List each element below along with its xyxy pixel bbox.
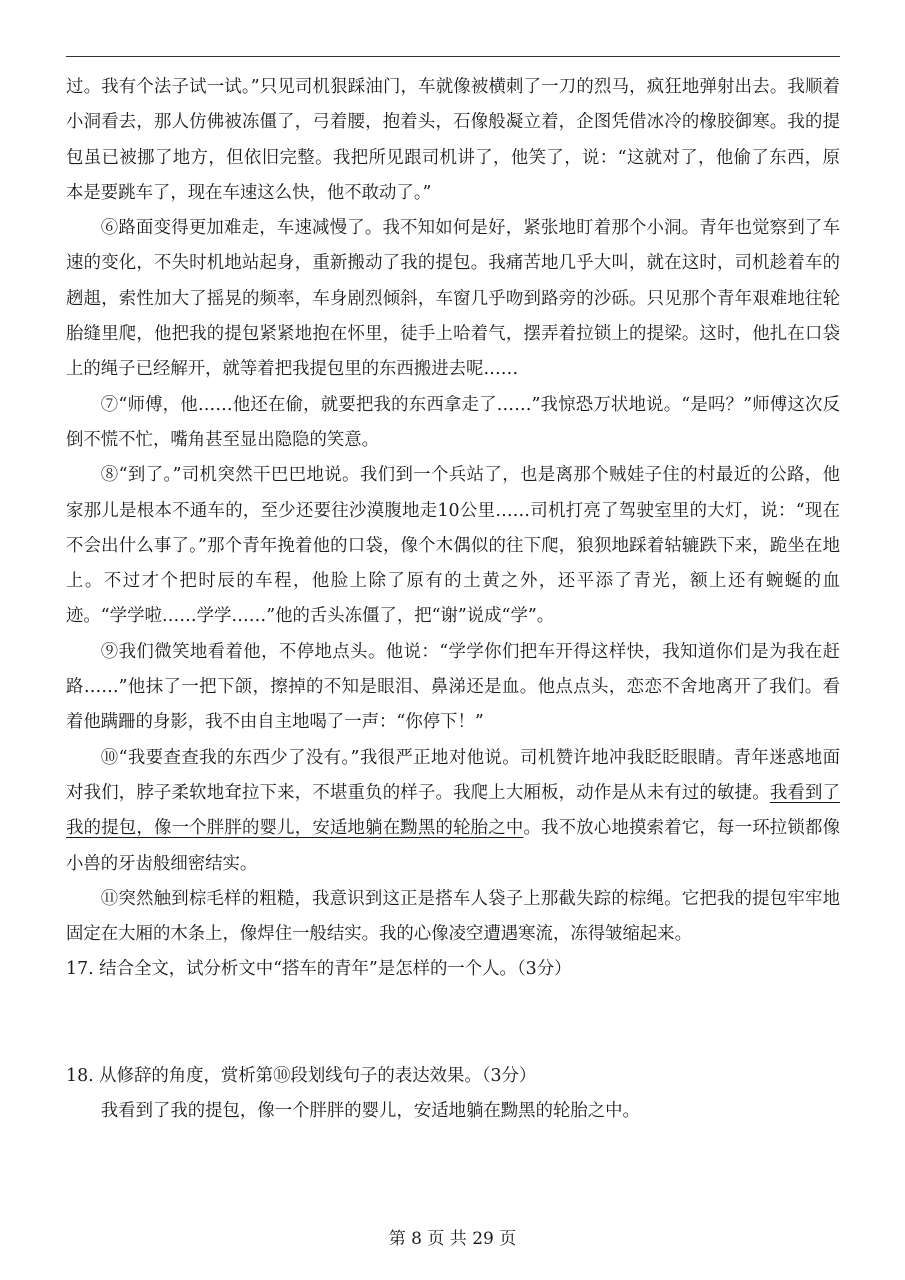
question-17: 17. 结合全文，试分析文中“搭车的青年”是怎样的一个人。（3分）: [66, 959, 572, 980]
paragraph-continuation: 过。我有个法子试一试。”只见司机狠踩油门，车就像被横刺了一刀的烈马，疯狂地弹射出去。我顺着小洞看去，那人仿佛被冻僵了，弓着腰，抱着头，石像般凝立着，企图凭借冰冷的橡胶御寒。我的提包虽已被挪了地方，但依旧完整。我把所见跟司机讲了，他笑了，说：“这就对了，他偷了东西，原本是要跳车了，现在车速这么快，他不敢动了。”: [66, 77, 840, 203]
paragraph-7: ⑦“师傅，他……他还在偷，就要把我的东西拿走了……”我惊恐万状地说。“是吗？”师傅这次反倒不慌不忙，嘴角甚至显出隐隐的笑意。: [66, 394, 840, 450]
answer-space-17: [66, 988, 840, 1059]
paragraph-10: [66, 741, 840, 882]
paragraph-8: ⑧“到了。”司机突然干巴巴地说。我们到一个兵站了，也是离那个贼娃子住的村最近的公路，他家那儿是根本不通车的，至少还要往沙漠腹地走10公里……司机打亮了驾驶室里的大灯，说：“现在不会出什么事了。”那个青年挽着他的口袋，像个木偶似的往下爬，狼狈地踩着轱辘跌下来，跪坐在地上。不过才个把时辰的车程，他脸上除了原有的土黄之外，还平添了青光，额上还有蜿蜒的血迹。“学学啦……学学……”他的舌头冻僵了，把“谢”说成“学”。: [66, 465, 840, 627]
document-body: [66, 70, 840, 1129]
paragraph-6: ⑥路面变得更加难走，车速减慢了。我不知如何是好，紧张地盯着那个小洞。青年也觉察到了车速的变化，不失时机地站起身，重新搬动了我的提包。我痛苦地几乎大叫，就在这时，司机趁着车的趔趄，索性加大了摇晃的频率，车身剧烈倾斜，车窗几乎吻到路旁的沙砾。只见那个青年艰难地往轮胎缝里爬，他把我的提包紧紧地抱在怀里，徒手上哈着气，摆弄着拉锁上的提梁。这时，他扎在口袋上的绳子已经解开，就等着把我提包里的东西搬进去呢……: [66, 218, 840, 380]
page-footer: 第 8 页 共 29 页: [388, 1229, 517, 1249]
paragraph-11: ⑪突然触到棕毛样的粗糙，我意识到这正是搭车人袋子上那截失踪的棕绳。它把我的提包牢牢地固定在大厢的木条上，像焊住一般结实。我的心像凌空遭遇寒流，冻得皱缩起来。: [66, 888, 840, 945]
header-rule: [66, 56, 840, 57]
underlined-sentence: 我看到了我的提包，像一个胖胖的婴儿，安适地躺在黝黑的轮胎之中: [66, 782, 840, 839]
question-18: 18. 从修辞的角度，赏析第⑩段划线句子的表达效果。（3分）: [66, 1065, 537, 1086]
paragraph-10-end: 。我不放心地摸索着它，每一环拉锁都像小兽的牙齿般细密结实。: [66, 818, 840, 874]
paragraph-10-start: ⑩“我要查查我的东西少了没有。”我很严正地对他说。司机赞许地冲我眨眨眼睛。青年迷惑地面对我们，脖子柔软地耷拉下来，不堪重负的样子。我爬上大厢板，动作是从未有过的敏捷。: [66, 747, 840, 803]
paragraph-9: ⑨我们微笑地看着他，不停地点头。他说：“学学你们把车开得这样快，我知道你们是为我在赶路……”他抹了一把下颌，擦掉的不知是眼泪、鼻涕还是血。他点点头，恋恋不舍地离开了我们。看着他蹒跚的身影，我不由自主地喝了一声：“你停下！”: [66, 641, 840, 733]
question-18-quoted-sentence: 我看到了我的提包，像一个胖胖的婴儿，安适地躺在黝黑的轮胎之中。: [100, 1101, 640, 1122]
